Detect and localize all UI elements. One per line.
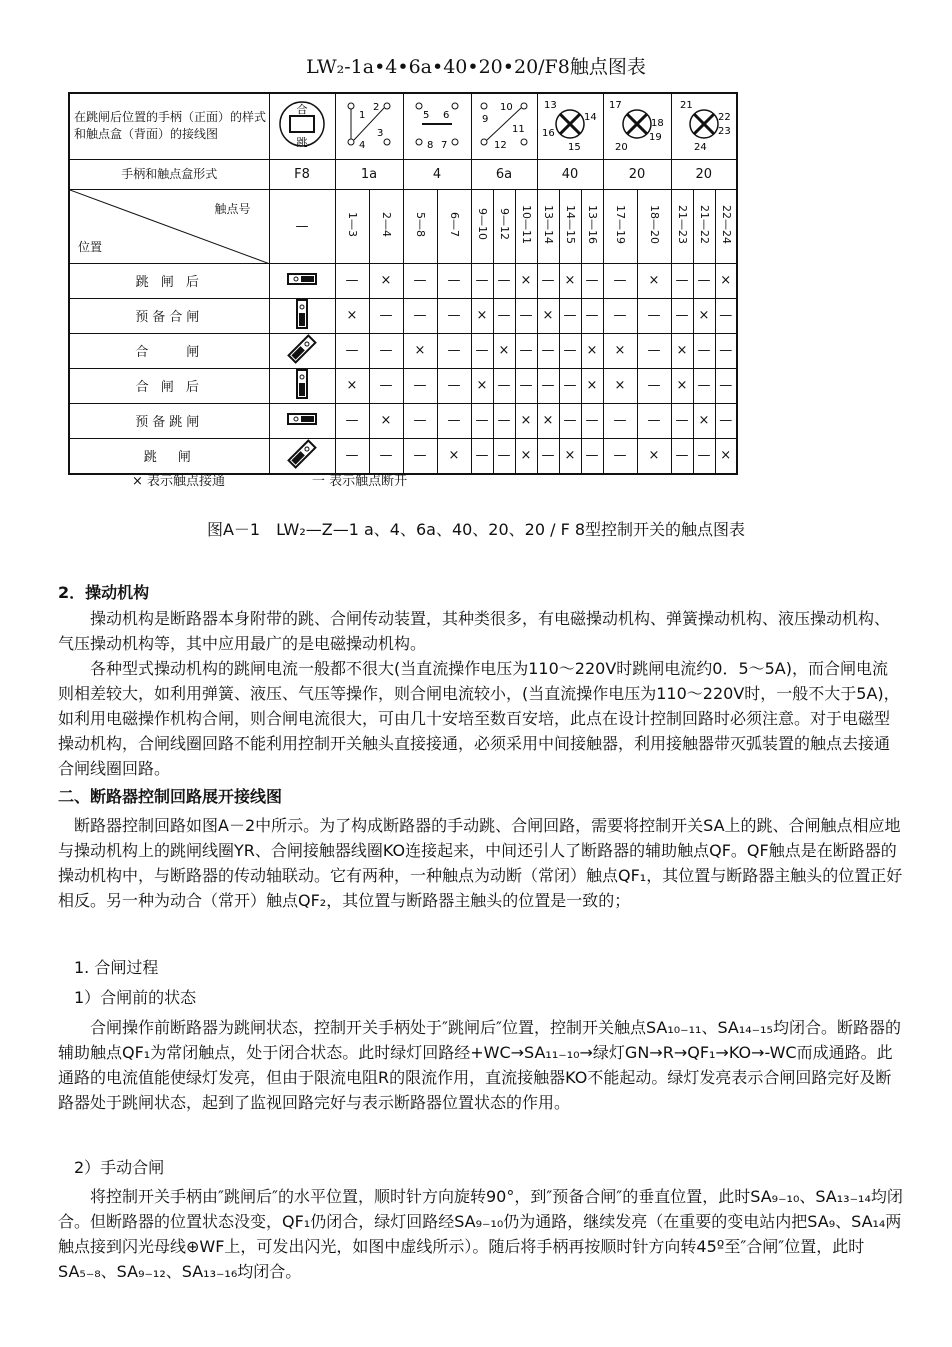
contact-state-cell: — bbox=[637, 333, 671, 368]
box-20b-diagram bbox=[671, 93, 737, 159]
contact-state-cell: — bbox=[581, 263, 603, 298]
contact-state-cell: × bbox=[537, 298, 559, 333]
position-name: 跳 闸 后 bbox=[69, 263, 269, 298]
contact-state-cell: × bbox=[335, 368, 369, 403]
contact-state-cell: × bbox=[437, 438, 471, 474]
contact-state-cell: × bbox=[369, 263, 403, 298]
contact-table bbox=[68, 92, 738, 475]
svg-text:11: 11 bbox=[512, 124, 525, 136]
handle-diagonal-icon bbox=[269, 438, 335, 474]
legend-on: × 表示触点接通 bbox=[132, 474, 226, 489]
contact-number-cell bbox=[715, 189, 737, 263]
svg-text:19: 19 bbox=[649, 132, 662, 144]
contact-state-cell: — bbox=[437, 403, 471, 438]
contact-state-cell: — bbox=[493, 263, 515, 298]
svg-text:5: 5 bbox=[423, 110, 430, 122]
contact-state-cell: × bbox=[637, 263, 671, 298]
paragraph: 操动机构是断路器本身附带的跳、合闸传动装置，其种类很多，有电磁操动机构、弹簧操动机构、液压操动机构、气压操动机构等，其中应用最广的是电磁操动机构。 bbox=[58, 609, 891, 653]
contact-state-cell: — bbox=[693, 333, 715, 368]
contact-number-cell bbox=[515, 189, 537, 263]
svg-text:24: 24 bbox=[693, 142, 707, 153]
sub-heading: 2）手动合闸 bbox=[58, 1158, 165, 1177]
svg-text:18: 18 bbox=[651, 118, 664, 130]
form-cell: 4 bbox=[403, 159, 471, 189]
contact-number: 21—22 bbox=[698, 204, 711, 244]
contact-state-cell: — bbox=[369, 438, 403, 474]
contact-state-cell: × bbox=[471, 368, 493, 403]
contact-state-cell: — bbox=[471, 403, 493, 438]
svg-text:6: 6 bbox=[443, 110, 450, 122]
contact-state-cell: × bbox=[403, 333, 437, 368]
contact-state-cell: — bbox=[493, 298, 515, 333]
handle-icon bbox=[276, 96, 328, 152]
contact-state-cell: — bbox=[515, 298, 537, 333]
contact-number: 13—16 bbox=[586, 204, 599, 244]
contact-state-cell: — bbox=[493, 438, 515, 474]
paragraph: 合闸操作前断路器为跳闸状态，控制开关手柄处于″跳闸后″位置，控制开关触点SA₁₀₋₁₁、SA₁₄₋₁₅均闭合。断路器的辅助触点QF₁为常闭触点，处于闭合状态。此时绿灯回路经+WC→SA₁₁₋₁₀→绿灯GN→R→QF₁→KO→-WC而成通路。此通路的电流值能使绿灯发亮，但由于限流电阻R的限流作用，直流接触器KO不能起动。绿灯发亮表示合闸回路完好及断路器处于跳闸状态，起到了监视回路完好与表示断路器位置状态的作用。 bbox=[58, 1018, 901, 1112]
contact-state-cell: — bbox=[537, 438, 559, 474]
contact-state-cell: × bbox=[693, 403, 715, 438]
contact-state-cell: × bbox=[559, 438, 581, 474]
contact-state-cell: — bbox=[693, 438, 715, 474]
contact-state-cell: × bbox=[715, 263, 737, 298]
contact-state-cell: — bbox=[637, 403, 671, 438]
svg-text:9: 9 bbox=[482, 114, 489, 126]
contact-state-cell: × bbox=[515, 403, 537, 438]
form-cell: 20 bbox=[671, 159, 737, 189]
legend-off: 一 表示触点断开 bbox=[312, 474, 408, 489]
handle-f8-diagram bbox=[269, 93, 335, 159]
handle-horizontal-icon bbox=[269, 263, 335, 298]
contact-number: 13—14 bbox=[542, 204, 555, 244]
contact-state-cell: — bbox=[515, 368, 537, 403]
contact-state-cell: — bbox=[369, 368, 403, 403]
box-6a-diagram bbox=[471, 93, 537, 159]
contact-state-cell: × bbox=[693, 298, 715, 333]
contact-state-cell: — bbox=[715, 333, 737, 368]
contact-number: 10—11 bbox=[520, 204, 533, 244]
contact-state-cell: × bbox=[603, 368, 637, 403]
table-row bbox=[69, 403, 737, 438]
contact-box-20-icon bbox=[605, 96, 669, 152]
contact-number-cell bbox=[603, 189, 637, 263]
contact-number-cell bbox=[671, 189, 693, 263]
contact-state-cell: — bbox=[671, 438, 693, 474]
position-name: 预备跳闸 bbox=[69, 403, 269, 438]
contact-state-cell: — bbox=[471, 438, 493, 474]
contact-state-cell: — bbox=[559, 368, 581, 403]
contact-state-cell: — bbox=[403, 368, 437, 403]
contact-state-cell: — bbox=[603, 263, 637, 298]
page-title: LW₂-1a•4•6a•40•20•20/F8触点图表 bbox=[306, 56, 646, 78]
contact-state-cell: × bbox=[637, 438, 671, 474]
contact-state-cell: × bbox=[581, 333, 603, 368]
svg-text:2: 2 bbox=[373, 102, 380, 114]
contact-state-cell: — bbox=[693, 263, 715, 298]
contact-state-cell: — bbox=[603, 403, 637, 438]
contact-state-cell: — bbox=[603, 298, 637, 333]
form-cell: 6a bbox=[471, 159, 537, 189]
contact-box-6a-icon bbox=[472, 96, 536, 152]
contact-number-cell bbox=[471, 189, 493, 263]
contact-number: 22—24 bbox=[719, 204, 733, 244]
svg-text:17: 17 bbox=[609, 100, 622, 112]
contact-state-cell: — bbox=[671, 403, 693, 438]
contact-number: 9—12 bbox=[498, 208, 511, 240]
svg-text:23: 23 bbox=[717, 126, 731, 138]
contact-box-1a-icon bbox=[339, 96, 399, 152]
contact-number-cell bbox=[403, 189, 437, 263]
paragraph: 将控制开关手柄由″跳闸后″的水平位置，顺时针方向旋转90°，到″预备合闸″的垂直位置，此时SA₉₋₁₀、SA₁₃₋₁₄均闭合。但断路器的位置状态没变，QF₁仍闭合，绿灯回路经SA₉₋₁₀仍为通路，继续发亮（在重要的变电站内把SA₉、SA₁₄两触点接到闪光母线⊕WF上，可发出闪光，如图中虚线所示）。随后将手柄再按顺时针方向转45º至″合闸″位置，此时SA₅₋₈、SA₉₋₁₂、SA₁₃₋₁₆均闭合。 bbox=[58, 1187, 903, 1281]
contact-state-cell: — bbox=[671, 298, 693, 333]
contact-state-cell: — bbox=[493, 403, 515, 438]
svg-text:22: 22 bbox=[717, 112, 731, 124]
contact-state-cell: — bbox=[515, 333, 537, 368]
position-name: 跳 闸 bbox=[69, 438, 269, 474]
handle-diagonal-icon bbox=[269, 333, 335, 368]
form-cell: F8 bbox=[269, 159, 335, 189]
f8-dash: — bbox=[269, 189, 335, 263]
form-cell: 1a bbox=[335, 159, 403, 189]
contact-state-cell: — bbox=[471, 333, 493, 368]
contact-state-cell: × bbox=[369, 403, 403, 438]
svg-text:1: 1 bbox=[359, 110, 366, 122]
table-row bbox=[69, 438, 737, 474]
contact-state-cell: × bbox=[671, 333, 693, 368]
table-row bbox=[69, 333, 737, 368]
sub-heading: 1. 合闸过程 bbox=[58, 958, 159, 977]
contact-number: 21—23 bbox=[676, 204, 689, 244]
box-20a-diagram bbox=[603, 93, 671, 159]
contact-state-cell: — bbox=[437, 368, 471, 403]
contact-number-cell bbox=[437, 189, 471, 263]
header-diagonal-cell bbox=[69, 189, 269, 263]
svg-text:21: 21 bbox=[679, 100, 693, 112]
contact-state-cell: × bbox=[515, 263, 537, 298]
paragraph: 各种型式操动机构的跳闸电流一般都不很大(当直流操作电压为110～220V时跳闸电流约0．5～5A)，而合闸电流则相差较大，如利用弹簧、液压、气压等操作，则合闸电流较小，(当直流操作电压为110～220V时，一般不大于5A)，如利用电磁操作机构合闸，则合闸电流很大，可由几十安培至数百安培，此点在设计控制回路时必须注意。对于电磁型操动机构，合闸线圈回路不能利用控制开关触头直接接通，必须采用中间接触器，利用接触器带灭弧装置的触点去接通合闸线圈回路。 bbox=[58, 659, 900, 778]
position-name: 预备合闸 bbox=[69, 298, 269, 333]
figure-caption: 图A－1 LW₂—Z—1 a、4、6a、40、20、20 / F 8型控制开关的触点图表 bbox=[206, 520, 746, 539]
contact-state-cell: — bbox=[335, 333, 369, 368]
contact-state-cell: × bbox=[671, 368, 693, 403]
form-label: 手柄和触点盒形式 bbox=[69, 159, 269, 189]
contact-state-cell: — bbox=[493, 368, 515, 403]
contact-number: 1—3 bbox=[346, 211, 359, 237]
contact-state-cell: — bbox=[335, 263, 369, 298]
contact-number: 18—20 bbox=[648, 204, 661, 244]
contact-number-cell bbox=[335, 189, 369, 263]
contact-state-cell: — bbox=[537, 368, 559, 403]
contact-number-cell bbox=[581, 189, 603, 263]
contact-number: 9—10 bbox=[476, 208, 489, 240]
contact-number-cell bbox=[369, 189, 403, 263]
contact-number: 17—19 bbox=[614, 204, 627, 244]
contact-state-cell: — bbox=[559, 403, 581, 438]
contact-state-cell: — bbox=[537, 263, 559, 298]
form-cell: 20 bbox=[603, 159, 671, 189]
contact-state-cell: × bbox=[603, 333, 637, 368]
form-cell: 40 bbox=[537, 159, 603, 189]
section-heading: 二、断路器控制回路展开接线图 bbox=[58, 787, 283, 806]
contact-state-cell: — bbox=[715, 403, 737, 438]
handle-vertical-icon bbox=[269, 298, 335, 333]
contact-state-cell: — bbox=[715, 368, 737, 403]
contact-state-cell: — bbox=[335, 438, 369, 474]
contact-number: 6—7 bbox=[448, 211, 461, 237]
svg-text:4: 4 bbox=[359, 140, 366, 152]
contact-state-cell: — bbox=[403, 438, 437, 474]
contact-state-cell: — bbox=[537, 333, 559, 368]
contact-state-cell: — bbox=[559, 298, 581, 333]
contact-number-cell bbox=[637, 189, 671, 263]
contact-state-cell: — bbox=[403, 263, 437, 298]
position-name: 合 闸 bbox=[69, 333, 269, 368]
contact-state-cell: — bbox=[471, 263, 493, 298]
box-4-diagram bbox=[403, 93, 471, 159]
contact-state-cell: — bbox=[581, 438, 603, 474]
contact-state-cell: × bbox=[581, 368, 603, 403]
svg-text:8: 8 bbox=[427, 140, 434, 152]
contact-box-40-icon bbox=[538, 96, 602, 152]
contact-state-cell: — bbox=[559, 333, 581, 368]
contact-state-cell: — bbox=[603, 438, 637, 474]
box-40-diagram bbox=[537, 93, 603, 159]
contact-state-cell: × bbox=[515, 438, 537, 474]
svg-text:合: 合 bbox=[296, 103, 308, 117]
contact-state-cell: — bbox=[335, 403, 369, 438]
svg-text:15: 15 bbox=[568, 142, 581, 153]
svg-text:12: 12 bbox=[494, 140, 507, 152]
position-header: 位置 bbox=[78, 239, 103, 254]
contact-number-header: 触点号 bbox=[214, 201, 251, 216]
handle-diagram-label: 在跳闸后位置的手柄（正面）的样式和触点盒（背面）的接线图 bbox=[69, 93, 269, 159]
contact-number-cell bbox=[559, 189, 581, 263]
contact-state-cell: × bbox=[471, 298, 493, 333]
contact-state-cell: × bbox=[537, 403, 559, 438]
position-name: 合 闸 后 bbox=[69, 368, 269, 403]
paragraph: 断路器控制回路如图A－2中所示。为了构成断路器的手动跳、合闸回路，需要将控制开关SA上的跳、合闸触点相应地与操动机构上的跳闸线圈YR、合闸接触器线圈KO连接起来，中间还引人了断路器的辅助触点QF。QF触点是在断路器的操动机构中，与断路器的传动轴联动。它有两种，一种触点为动断（常闭）触点QF₁，其位置与断路器主触头的位置正好相反。另一种为动合（常开）触点QF₂，其位置与断路器主触头的位置是一致的； bbox=[58, 816, 903, 910]
sub-heading: 1）合闸前的状态 bbox=[58, 988, 197, 1007]
svg-text:14: 14 bbox=[584, 112, 597, 124]
contact-box-4-icon bbox=[407, 96, 467, 152]
svg-text:20: 20 bbox=[615, 142, 628, 153]
contact-number-cell bbox=[493, 189, 515, 263]
contact-state-cell: × bbox=[493, 333, 515, 368]
contact-state-cell: — bbox=[403, 298, 437, 333]
svg-text:跳: 跳 bbox=[296, 136, 308, 150]
contact-state-cell: × bbox=[335, 298, 369, 333]
handle-vertical-icon bbox=[269, 368, 335, 403]
contact-state-cell: — bbox=[693, 368, 715, 403]
table-row bbox=[69, 368, 737, 403]
svg-text:16: 16 bbox=[542, 128, 555, 140]
table-row bbox=[69, 298, 737, 333]
handle-horizontal-icon bbox=[269, 403, 335, 438]
contact-state-cell: — bbox=[437, 298, 471, 333]
contact-state-cell: — bbox=[637, 368, 671, 403]
contact-number: 14—15 bbox=[564, 204, 577, 244]
contact-state-cell: — bbox=[437, 333, 471, 368]
contact-state-cell: — bbox=[581, 403, 603, 438]
contact-state-cell: — bbox=[637, 298, 671, 333]
svg-text:3: 3 bbox=[377, 128, 384, 140]
section-heading: 2．操动机构 bbox=[58, 583, 150, 602]
contact-state-cell: — bbox=[671, 263, 693, 298]
contact-state-cell: × bbox=[715, 438, 737, 474]
contact-state-cell: — bbox=[369, 333, 403, 368]
contact-state-cell: — bbox=[369, 298, 403, 333]
svg-text:7: 7 bbox=[441, 140, 448, 152]
contact-state-cell: — bbox=[715, 298, 737, 333]
svg-text:13: 13 bbox=[544, 100, 557, 112]
contact-state-cell: — bbox=[403, 403, 437, 438]
contact-number-cell bbox=[693, 189, 715, 263]
box-1a-diagram bbox=[335, 93, 403, 159]
contact-state-cell: × bbox=[559, 263, 581, 298]
table-row bbox=[69, 263, 737, 298]
contact-number-cell bbox=[537, 189, 559, 263]
contact-state-cell: — bbox=[581, 298, 603, 333]
contact-box-20b-icon bbox=[672, 96, 736, 152]
contact-number: 5—8 bbox=[414, 211, 427, 237]
contact-state-cell: — bbox=[437, 263, 471, 298]
contact-number: 2—4 bbox=[380, 211, 393, 237]
svg-text:10: 10 bbox=[500, 102, 513, 114]
